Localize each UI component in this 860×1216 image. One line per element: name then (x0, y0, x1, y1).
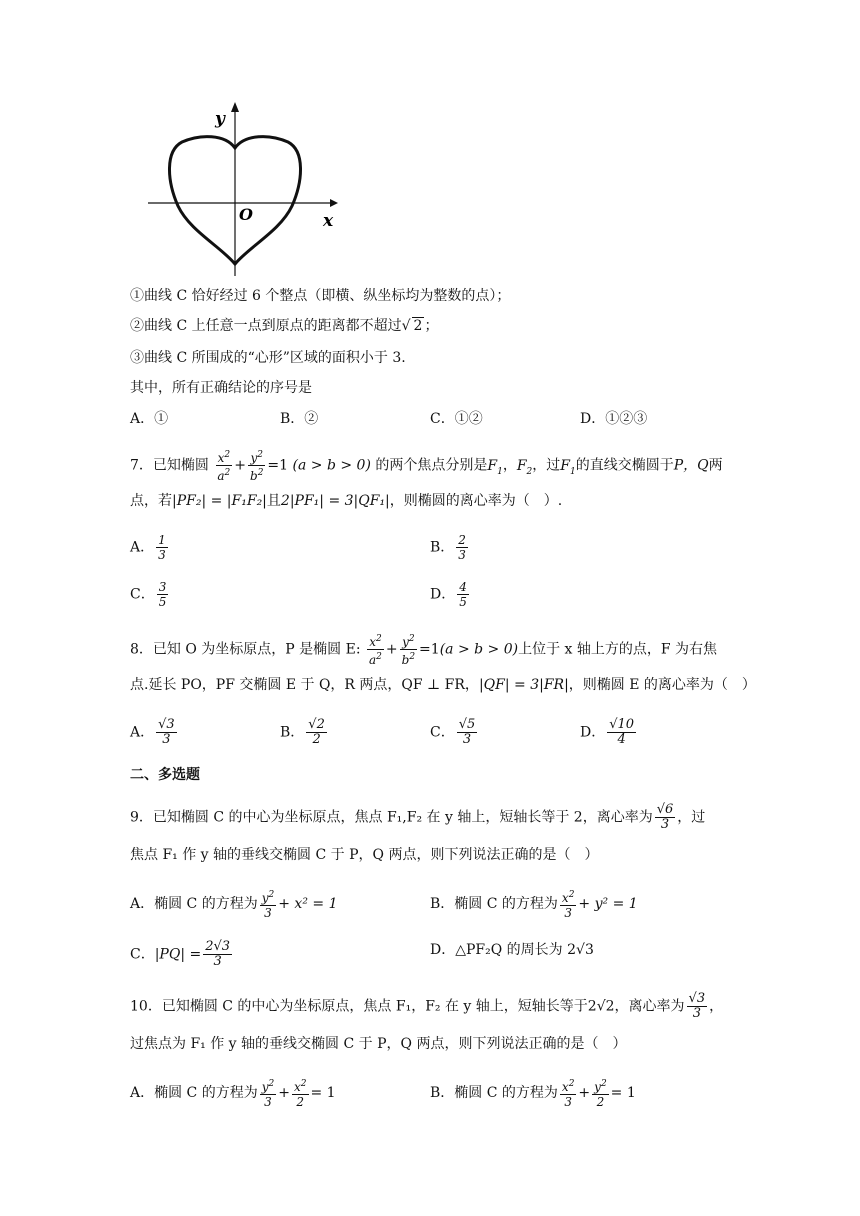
q6-option-b[interactable]: B．② (280, 411, 319, 427)
q7-option-c-den: 5 (158, 595, 167, 609)
q7-option-a[interactable] (130, 533, 170, 562)
q9-option-b-tail: + y² = 1 (578, 896, 638, 912)
q7-option-d-frac (457, 580, 469, 609)
q9-ecc-den: 3 (660, 817, 670, 832)
q10-ecc-den: 3 (692, 1006, 701, 1021)
y-axis-arrow (231, 102, 239, 112)
q7-option-d[interactable] (430, 580, 471, 609)
q8-line1-a: 8．已知 O 为坐标原点，P 是椭圆 E: (130, 641, 361, 658)
q6-statement-2-text: ②曲线 C 上任意一点到原点的距离都不超过 (130, 318, 402, 334)
q7-option-c-label: C． (130, 586, 155, 603)
q10-line1-b: ，离心率为 (614, 998, 685, 1015)
q7-line2-a: 点，若 (130, 493, 172, 509)
q10-option-b[interactable]: B．椭圆 C 的方程为 $\frac{x^2}{3}$ + $\frac{y^2}{2}$ = 1 (430, 1079, 636, 1109)
q9-eccentricity (655, 803, 676, 832)
q9-line1-a: 9．已知椭圆 C 的中心为坐标原点，焦点 F₁,F₂ 在 y 轴上，短轴长等于 2，离心率为 (130, 809, 653, 826)
q8-ellipse-term-y: $\frac{y^2}{b^2}$ (401, 634, 416, 667)
x-axis-arrow (330, 199, 338, 207)
q7-mid: 的两个焦点分别是 (375, 457, 488, 474)
q8-option-d[interactable] (580, 718, 638, 747)
q9-line1-b: ，过 (677, 809, 706, 826)
q6-statement-1: ①曲线 C 恰好经过 6 个整点（即横、纵坐标均为整数的点）； (130, 288, 511, 304)
q8-option-b[interactable] (280, 718, 329, 747)
q8-stem-line-2 (130, 675, 756, 695)
q8-option-b-label: B． (280, 724, 305, 741)
q7-option-b-num: 2 (458, 533, 466, 547)
q10-option-a-eq: = 1 (310, 1085, 336, 1101)
q9-ecc-num: √6 (656, 802, 674, 817)
q7-eq2: 2|PF₁| = 3|QF₁| (280, 493, 390, 509)
q8-line2-a: 点.延长 PO，PF 交椭圆 E 于 Q，R 两点，QF ⊥ FR， (130, 677, 479, 693)
q6-statement-2 (130, 316, 438, 336)
q9-option-c-den: 3 (213, 954, 222, 969)
q6-statement-2-end: ； (424, 318, 439, 334)
q7-pq: P，Q (673, 457, 709, 474)
q9-stem-line-1 (130, 803, 705, 832)
q8-option-c[interactable] (430, 718, 479, 747)
q10-option-b-eq: = 1 (610, 1085, 636, 1101)
q7-stem-line-1: 7．已知椭圆 $\frac{x^2}{a^2}$ + $\frac{y^2}{b^2}$ =1 (a > b > 0) 的两个焦点分别是$F_1$，$F_2$，过$F_1$的直线交椭圆于P，Q两 (130, 450, 723, 483)
q7-eq1: |PF₂| = |F₁F₂| (172, 493, 267, 509)
q7-condition: (a > b > 0) (292, 457, 371, 474)
q10-option-b-frac-y: $\frac{y^2}{2}$ (594, 1079, 607, 1109)
x-axis-label: x (323, 211, 334, 231)
q10-stem-line-2: 过焦点为 F₁ 作 y 轴的垂线交椭圆 C 于 P，Q 两点，则下列说法正确的是（ ） (130, 1036, 627, 1052)
q6-option-d[interactable]: D．①②③ (580, 411, 648, 427)
q7-option-b-frac (456, 533, 468, 562)
q10-stem-line-1: 10．已知椭圆 C 的中心为坐标原点，焦点 F₁，F₂ 在 y 轴上，短轴长等于2√2，离心率为 $\frac{√3}{3}$ ， (130, 991, 724, 1021)
q6-statement-2-value: 2 (413, 318, 423, 334)
q9-option-d[interactable]: D．△PF₂Q 的周长为 2√3 (430, 942, 594, 958)
q7-text2: ，过 (532, 457, 561, 474)
section-heading-multi-choice: 二、多选题 (130, 767, 200, 783)
q8-option-c-num: √5 (458, 717, 476, 732)
sqrt-symbol: √ (401, 318, 411, 334)
q7-option-b-label: B． (430, 539, 455, 556)
q10-line1-a: 10．已知椭圆 C 的中心为坐标原点，焦点 F₁，F₂ 在 y 轴上，短轴长等于 (130, 998, 588, 1015)
q8-option-d-label: D． (580, 724, 606, 741)
q7-option-b-den: 3 (458, 548, 466, 562)
q8-option-d-num: √10 (609, 717, 635, 732)
q8-option-a-frac (156, 718, 177, 747)
ellipse-term-x: $\frac{x^2}{a^2}$ (217, 450, 231, 483)
q9-option-c-frac (203, 940, 232, 969)
q7-line2-tail: ，则椭圆的离心率为（ ）. (389, 493, 563, 509)
ellipse-term-y: $\frac{y^2}{b^2}$ (250, 450, 264, 483)
q7-text3: 的直线交椭圆于 (575, 457, 674, 474)
q8-line2-b: ，则椭圆 E 的离心率为（ ） (568, 677, 756, 693)
q10-option-b-text: B．椭圆 C 的方程为 (430, 1085, 558, 1101)
q8-stem-line-1: 8．已知 O 为坐标原点，P 是椭圆 E: $\frac{x^2}{a^2}$ + $\frac{y^2}{b^2}$ =1(a > b > 0)上位于 x 轴上方的点，F 为右焦 (130, 634, 718, 667)
q7-option-a-label: A． (130, 539, 155, 556)
q7-option-a-frac (156, 533, 168, 562)
q10-ecc-num: √3 (688, 991, 706, 1006)
q7-lead: 7．已知椭圆 (130, 457, 209, 474)
q7-f2: $F_2$ (516, 457, 533, 477)
q7-option-b[interactable] (430, 533, 470, 562)
q9-option-a-tail: + x² = 1 (278, 896, 338, 912)
q8-option-c-frac (457, 718, 478, 747)
q7-stem-line-2 (130, 491, 562, 511)
q7-f1b: $F_1$ (560, 457, 576, 477)
q10-eccentricity (687, 992, 708, 1021)
q9-stem-line-2: 焦点 F₁ 作 y 轴的垂线交椭圆 C 于 P，Q 两点，则下列说法正确的是（ ） (130, 847, 599, 863)
q8-option-c-label: C． (430, 724, 455, 741)
q7-option-c-num: 3 (158, 580, 167, 594)
q9-option-c-num: 2√3 (205, 939, 231, 954)
q7-option-a-num: 1 (158, 533, 166, 547)
q8-option-a-num: √3 (158, 717, 175, 732)
heart-curve-figure (140, 96, 350, 276)
q10-option-a-text: A．椭圆 C 的方程为 (130, 1085, 258, 1101)
q9-option-a-text: A．椭圆 C 的方程为 (130, 896, 258, 912)
q10-option-a-frac-y: $\frac{y^2}{3}$ (261, 1079, 275, 1109)
q6-statement-3: ③曲线 C 所围成的“心形”区域的面积小于 3. (130, 350, 406, 366)
q9-option-b[interactable] (430, 888, 638, 920)
q7-option-d-num: 4 (459, 580, 467, 594)
q9-option-c-label: C． (130, 946, 155, 963)
q7-option-c-frac (157, 580, 169, 609)
q8-option-c-den: 3 (462, 732, 472, 747)
q10-option-a-frac-x: $\frac{x^2}{2}$ (293, 1079, 307, 1109)
q9-option-c[interactable] (130, 940, 234, 969)
q10-option-a[interactable]: A．椭圆 C 的方程为 $\frac{y^2}{3}$ + $\frac{x^2}{2}$ = 1 (130, 1079, 336, 1109)
q8-option-b-num: √2 (308, 717, 325, 732)
q7-option-d-den: 5 (459, 595, 467, 609)
q8-ellipse-term-x: $\frac{x^2}{a^2}$ (369, 634, 382, 667)
q8-option-a-label: A． (130, 724, 155, 741)
q7-f1: $F_1$ (487, 457, 503, 477)
q7-option-a-den: 3 (158, 548, 166, 562)
q8-option-a[interactable] (130, 718, 179, 747)
q6-prompt: 其中，所有正确结论的序号是 (130, 380, 312, 396)
q9-option-b-text: B．椭圆 C 的方程为 (430, 896, 558, 912)
q8-option-a-den: 3 (162, 732, 171, 747)
q9-option-b-frac: $\frac{x^2}{3}$ (561, 890, 575, 920)
q6-option-c[interactable]: C．①② (430, 411, 483, 427)
q9-option-a[interactable] (130, 888, 337, 920)
q8-option-d-den: 4 (617, 732, 626, 747)
y-axis-label: y (215, 109, 225, 129)
q7-and: 且 (266, 493, 281, 509)
q7-option-d-label: D． (430, 586, 456, 603)
q9-option-c-abs: |PQ| = (154, 946, 202, 963)
origin-label: O (239, 205, 253, 224)
q6-option-a[interactable]: A．① (130, 411, 169, 427)
q8-option-d-frac (607, 718, 636, 747)
q7-option-c[interactable] (130, 580, 170, 609)
q10-option-b-frac-x: $\frac{x^2}{3}$ (561, 1079, 575, 1109)
q10-short-axis: 2√2 (587, 998, 615, 1015)
q7-tail: 两 (708, 457, 723, 474)
q9-option-a-frac: $\frac{y^2}{3}$ (261, 890, 275, 920)
q8-line1-b: 上位于 x 轴上方的点，F 为右焦 (518, 641, 718, 658)
q8-option-b-den: 2 (312, 732, 321, 747)
q8-condition: (a > b > 0) (439, 641, 519, 658)
q8-eq: |QF| = 3|FR| (478, 677, 569, 693)
q8-option-b-frac (306, 718, 327, 747)
